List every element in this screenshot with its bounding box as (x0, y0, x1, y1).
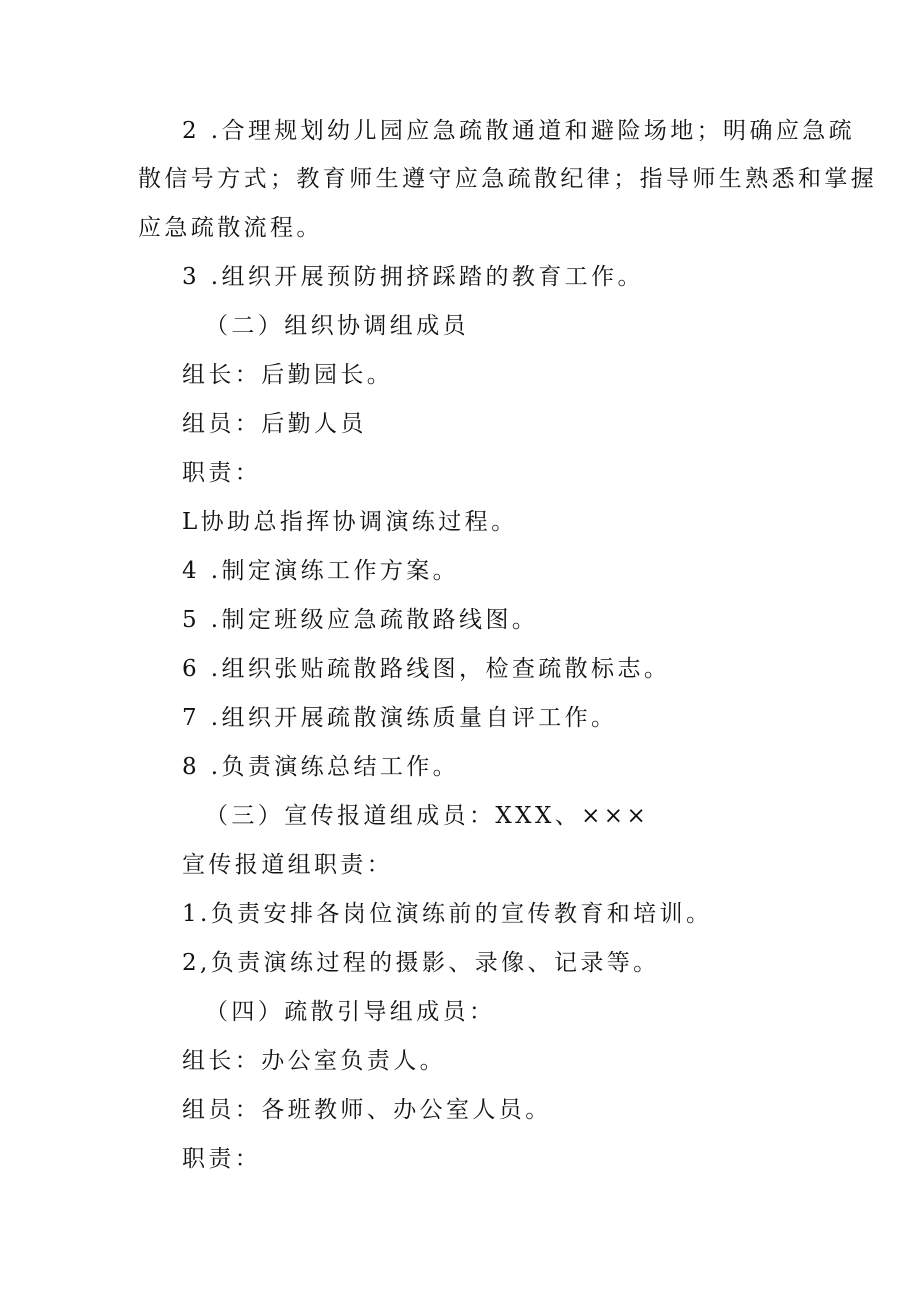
paragraph-line: 职责： (182, 1146, 262, 1172)
paragraph-line: 宣传报道组职责： (182, 852, 394, 878)
list-item: 7 .组织开展疏散演练质量自评工作。 (182, 705, 618, 731)
paragraph-line: 组长：后勤园长。 (182, 362, 394, 388)
section-heading: （四）疏散引导组成员： (205, 999, 496, 1025)
paragraph-line: 2 .合理规划幼儿园应急疏散通道和避险场地；明确应急疏 (182, 118, 856, 144)
paragraph-line: 散信号方式；教育师生遵守应急疏散纪律；指导师生熟悉和掌握 (138, 166, 878, 192)
paragraph-line: 应急疏散流程。 (138, 215, 323, 241)
list-item: 2,负责演练过程的摄影、录像、记录等。 (182, 950, 660, 976)
paragraph-line: 组员：后勤人员 (182, 411, 367, 437)
list-item: 6 .组织张贴疏散路线图，检查疏散标志。 (182, 656, 671, 682)
list-item: 8 .负责演练总结工作。 (182, 754, 460, 780)
paragraph-line: 组员：各班教师、办公室人员。 (182, 1097, 552, 1123)
section-heading: （三）宣传报道组成员：XXX、××× (205, 803, 650, 829)
list-item: 1.负责安排各岗位演练前的宣传教育和培训。 (182, 901, 713, 927)
list-item: L协助总指挥协调演练过程。 (182, 509, 518, 535)
paragraph-line: 职责： (182, 460, 262, 486)
paragraph-line: 组长：办公室负责人。 (182, 1048, 446, 1074)
paragraph-line: 3 .组织开展预防拥挤踩踏的教育工作。 (182, 264, 644, 290)
list-item: 5 .制定班级应急疏散路线图。 (182, 607, 539, 633)
section-heading: （二）组织协调组成员 (205, 313, 469, 339)
list-item: 4 .制定演练工作方案。 (182, 558, 460, 584)
